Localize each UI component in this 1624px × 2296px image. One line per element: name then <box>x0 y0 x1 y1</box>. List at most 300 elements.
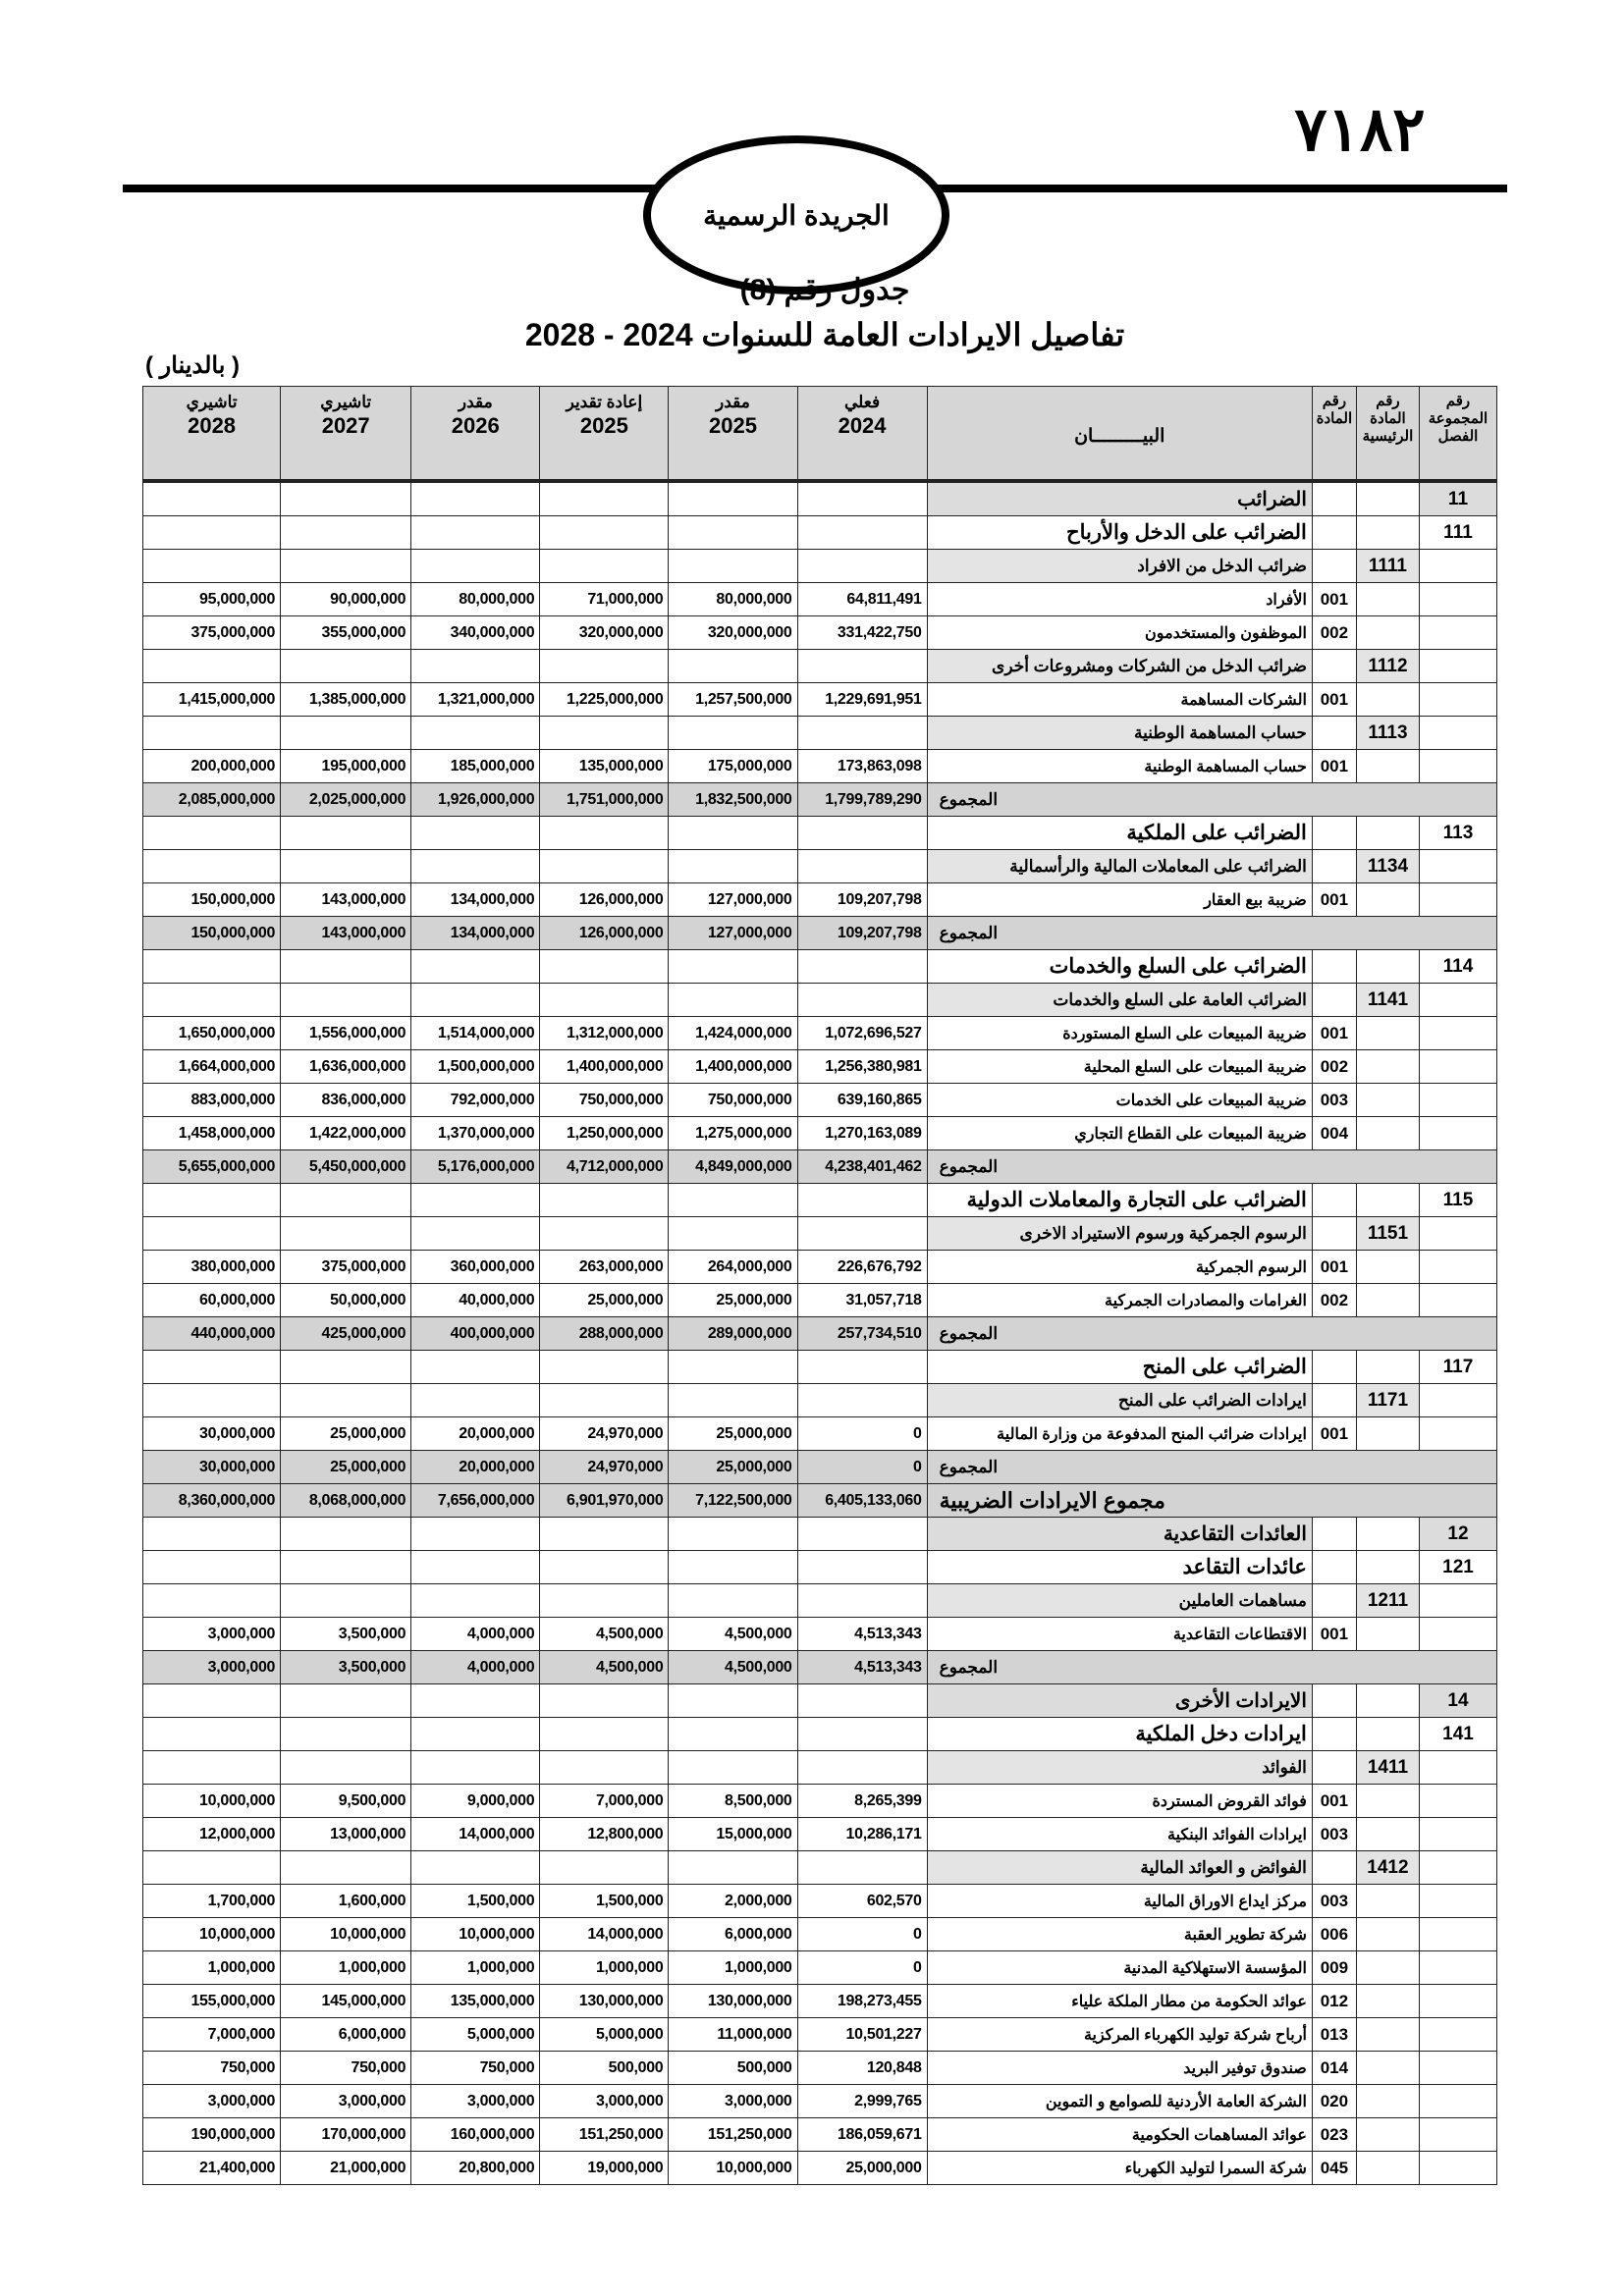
amount-cell <box>540 817 669 850</box>
item-code <box>1312 817 1356 850</box>
item-code <box>1312 550 1356 583</box>
amount-cell <box>281 1718 411 1751</box>
group-code <box>1419 1985 1496 2018</box>
group-code: 11 <box>1419 481 1496 516</box>
table-row <box>143 1618 1497 1651</box>
amount-cell: 64,811,491 <box>797 583 927 616</box>
item-code <box>1312 1851 1356 1885</box>
group-code <box>1419 550 1496 583</box>
amount-cell <box>797 1351 927 1384</box>
amount-cell: 4,500,000 <box>540 1651 669 1684</box>
group-code <box>1419 1384 1496 1417</box>
description: ايرادات الفوائد البنكية <box>927 1818 1312 1851</box>
main-item-code: 1151 <box>1356 1217 1419 1251</box>
amount-cell: 10,501,227 <box>797 2018 927 2052</box>
amount-cell: 1,926,000,000 <box>411 783 540 817</box>
amount-cell: 135,000,000 <box>540 750 669 783</box>
main-item-code: 1411 <box>1356 1751 1419 1785</box>
col-group-line: رقم <box>1445 393 1471 409</box>
amount-cell <box>797 1184 927 1217</box>
table-body <box>143 481 1497 2185</box>
amount-cell: 6,000,000 <box>669 1918 797 1951</box>
group-code <box>1419 1217 1496 1251</box>
amount-cell <box>411 850 540 883</box>
amount-cell: 264,000,000 <box>669 1251 797 1284</box>
amount-cell: 1,312,000,000 <box>540 1017 669 1050</box>
description: الموظفون والمستخدمون <box>927 616 1312 650</box>
amount-cell: 160,000,000 <box>411 2118 540 2152</box>
amount-cell <box>143 717 281 750</box>
amount-cell <box>143 1851 281 1885</box>
amount-cell: 1,257,500,000 <box>669 683 797 717</box>
item-code <box>1312 481 1356 516</box>
amount-cell: 500,000 <box>540 2052 669 2085</box>
amount-cell <box>281 717 411 750</box>
table-row <box>143 1251 1497 1284</box>
amount-cell: 360,000,000 <box>411 1251 540 1284</box>
amount-cell: 186,059,671 <box>797 2118 927 2152</box>
amount-cell <box>797 1851 927 1885</box>
main-item-code <box>1356 1184 1419 1217</box>
amount-cell <box>281 650 411 683</box>
group-code <box>1419 1417 1496 1451</box>
main-item-code <box>1356 1684 1419 1718</box>
amount-cell: 143,000,000 <box>281 883 411 917</box>
amount-cell: 130,000,000 <box>669 1985 797 2018</box>
main-item-code: 1112 <box>1356 650 1419 683</box>
description: المؤسسة الاستهلاكية المدنية <box>927 1951 1312 1985</box>
main-item-code <box>1356 1785 1419 1818</box>
amount-cell: 134,000,000 <box>411 883 540 917</box>
amount-cell: 1,700,000 <box>143 1885 281 1918</box>
description: الضرائب على المعاملات المالية والرأسمالية <box>927 850 1312 883</box>
amount-cell <box>540 1217 669 1251</box>
amount-cell <box>797 1384 927 1417</box>
item-code: 020 <box>1312 2085 1356 2118</box>
amount-cell <box>143 1184 281 1217</box>
amount-cell <box>143 850 281 883</box>
amount-cell: 226,676,792 <box>797 1251 927 1284</box>
amount-cell: 1,600,000 <box>281 1885 411 1918</box>
amount-cell <box>411 1384 540 1417</box>
amount-cell <box>411 1351 540 1384</box>
amount-cell <box>281 1184 411 1217</box>
amount-cell: 6,000,000 <box>281 2018 411 2052</box>
amount-cell <box>669 1384 797 1417</box>
amount-cell: 750,000,000 <box>540 1084 669 1117</box>
amount-cell: 12,000,000 <box>143 1818 281 1851</box>
amount-cell: 0 <box>797 1451 927 1484</box>
amount-cell: 4,712,000,000 <box>540 1150 669 1184</box>
amount-cell <box>797 516 927 550</box>
amount-cell <box>143 1217 281 1251</box>
amount-cell: 3,000,000 <box>411 2085 540 2118</box>
description: ضرائب الدخل من الشركات ومشروعات أخرى <box>927 650 1312 683</box>
main-item-code <box>1356 683 1419 717</box>
col-caption: مقدر <box>458 393 493 411</box>
amount-cell: 155,000,000 <box>143 1985 281 2018</box>
amount-cell: 90,000,000 <box>281 583 411 616</box>
group-code: 117 <box>1419 1351 1496 1384</box>
amount-cell: 151,250,000 <box>540 2118 669 2152</box>
col-year <box>411 387 540 482</box>
amount-cell <box>540 1684 669 1718</box>
item-code <box>1312 1684 1356 1718</box>
amount-cell: 3,000,000 <box>540 2085 669 2118</box>
amount-cell <box>540 1584 669 1618</box>
description: ضريبة المبيعات على الخدمات <box>927 1084 1312 1117</box>
col-group <box>1419 387 1496 482</box>
table-row <box>143 950 1497 984</box>
amount-cell: 4,000,000 <box>411 1651 540 1684</box>
description: ضريبة المبيعات على السلع المستوردة <box>927 1017 1312 1050</box>
amount-cell: 2,999,765 <box>797 2085 927 2118</box>
amount-cell <box>143 1551 281 1584</box>
amount-cell <box>797 984 927 1017</box>
total-label: المجموع <box>927 1150 1496 1184</box>
col-year <box>540 387 669 482</box>
amount-cell <box>281 1584 411 1618</box>
amount-cell: 20,800,000 <box>411 2152 540 2185</box>
total-row <box>143 1150 1497 1184</box>
amount-cell: 10,000,000 <box>411 1918 540 1951</box>
amount-cell <box>669 1217 797 1251</box>
total-row <box>143 1484 1497 1518</box>
amount-cell: 15,000,000 <box>669 1818 797 1851</box>
amount-cell: 1,000,000 <box>411 1951 540 1985</box>
amount-cell <box>411 1551 540 1584</box>
amount-cell: 9,000,000 <box>411 1785 540 1818</box>
group-code <box>1419 1084 1496 1117</box>
table-row <box>143 2052 1497 2085</box>
item-code <box>1312 1751 1356 1785</box>
col-item-line: المادة <box>1316 410 1353 427</box>
group-code <box>1419 2018 1496 2052</box>
table-subtitle: تفاصيل الايرادات العامة للسنوات 2024 - 2028 <box>524 317 1125 352</box>
amount-cell <box>143 1684 281 1718</box>
table-row <box>143 817 1497 850</box>
item-code: 003 <box>1312 1084 1356 1117</box>
amount-cell: 639,160,865 <box>797 1084 927 1117</box>
description: أرباح شركة توليد الكهرباء المركزية <box>927 2018 1312 2052</box>
amount-cell <box>281 481 411 516</box>
amount-cell: 750,000 <box>411 2052 540 2085</box>
item-code: 003 <box>1312 1818 1356 1851</box>
amount-cell <box>411 550 540 583</box>
amount-cell: 25,000,000 <box>540 1284 669 1317</box>
amount-cell: 195,000,000 <box>281 750 411 783</box>
group-code <box>1419 2118 1496 2152</box>
description: العائدات التقاعدية <box>927 1518 1312 1551</box>
main-item-code <box>1356 2118 1419 2152</box>
amount-cell: 602,570 <box>797 1885 927 1918</box>
amount-cell <box>669 1851 797 1885</box>
amount-cell <box>281 950 411 984</box>
amount-cell: 150,000,000 <box>143 917 281 950</box>
amount-cell <box>143 1518 281 1551</box>
group-code <box>1419 1050 1496 1084</box>
group-code <box>1419 683 1496 717</box>
group-code <box>1419 1918 1496 1951</box>
amount-cell <box>143 817 281 850</box>
amount-cell: 126,000,000 <box>540 917 669 950</box>
main-item-code <box>1356 1551 1419 1584</box>
amount-cell: 25,000,000 <box>797 2152 927 2185</box>
item-code: 001 <box>1312 883 1356 917</box>
amount-cell <box>540 650 669 683</box>
main-item-code <box>1356 750 1419 783</box>
amount-cell: 30,000,000 <box>143 1417 281 1451</box>
amount-cell: 200,000,000 <box>143 750 281 783</box>
main-item-code <box>1356 950 1419 984</box>
amount-cell: 0 <box>797 1918 927 1951</box>
amount-cell <box>540 1751 669 1785</box>
item-code <box>1312 1384 1356 1417</box>
amount-cell: 134,000,000 <box>411 917 540 950</box>
amount-cell <box>411 481 540 516</box>
main-item-code <box>1356 481 1419 516</box>
amount-cell <box>797 717 927 750</box>
amount-cell <box>540 1551 669 1584</box>
amount-cell: 263,000,000 <box>540 1251 669 1284</box>
amount-cell: 13,000,000 <box>281 1818 411 1851</box>
amount-cell: 31,057,718 <box>797 1284 927 1317</box>
col-year-label: 2025 <box>579 413 628 438</box>
amount-cell: 1,500,000,000 <box>411 1050 540 1084</box>
table-row <box>143 481 1497 516</box>
group-code <box>1419 2152 1496 2185</box>
amount-cell: 127,000,000 <box>669 883 797 917</box>
amount-cell <box>797 817 927 850</box>
amount-cell <box>411 817 540 850</box>
amount-cell: 3,000,000 <box>669 2085 797 2118</box>
table-row <box>143 850 1497 883</box>
item-code <box>1312 1217 1356 1251</box>
amount-cell <box>797 850 927 883</box>
amount-cell: 750,000,000 <box>669 1084 797 1117</box>
amount-cell <box>669 1684 797 1718</box>
amount-cell: 1,664,000,000 <box>143 1050 281 1084</box>
description: صندوق توفير البريد <box>927 2052 1312 2085</box>
col-caption: مقدر <box>716 393 750 411</box>
amount-cell <box>797 1751 927 1785</box>
amount-cell: 1,275,000,000 <box>669 1117 797 1150</box>
item-code: 014 <box>1312 2052 1356 2085</box>
item-code: 023 <box>1312 2118 1356 2152</box>
table-row <box>143 1551 1497 1584</box>
table-row <box>143 1751 1497 1785</box>
amount-cell: 130,000,000 <box>540 1985 669 2018</box>
amount-cell <box>797 950 927 984</box>
item-code <box>1312 650 1356 683</box>
amount-cell <box>411 950 540 984</box>
main-item-code <box>1356 1951 1419 1985</box>
amount-cell: 288,000,000 <box>540 1317 669 1351</box>
item-code <box>1312 950 1356 984</box>
col-year-label: 2028 <box>188 413 237 438</box>
amount-cell: 1,799,789,290 <box>797 783 927 817</box>
amount-cell <box>669 1184 797 1217</box>
group-code <box>1419 1851 1496 1885</box>
amount-cell: 340,000,000 <box>411 616 540 650</box>
amount-cell: 19,000,000 <box>540 2152 669 2185</box>
amount-cell <box>669 1518 797 1551</box>
main-item-code <box>1356 1885 1419 1918</box>
description: الضرائب على السلع والخدمات <box>927 950 1312 984</box>
revenue-table <box>142 386 1497 2185</box>
amount-cell: 1,000,000 <box>669 1951 797 1985</box>
group-code: 14 <box>1419 1684 1496 1718</box>
description: شركة السمرا لتوليد الكهرباء <box>927 2152 1312 2185</box>
main-item-code <box>1356 1618 1419 1651</box>
amount-cell: 750,000 <box>281 2052 411 2085</box>
col-item <box>1312 387 1356 482</box>
amount-cell: 1,321,000,000 <box>411 683 540 717</box>
amount-cell: 5,000,000 <box>540 2018 669 2052</box>
amount-cell: 8,360,000,000 <box>143 1484 281 1518</box>
main-item-code: 1113 <box>1356 717 1419 750</box>
amount-cell: 1,270,163,089 <box>797 1117 927 1150</box>
amount-cell: 24,970,000 <box>540 1451 669 1484</box>
amount-cell: 7,122,500,000 <box>669 1484 797 1518</box>
description: الرسوم الجمركية ورسوم الاستيراد الاخرى <box>927 1217 1312 1251</box>
amount-cell <box>797 550 927 583</box>
col-caption: تاشيري <box>320 393 372 411</box>
group-code <box>1419 583 1496 616</box>
amount-cell <box>143 950 281 984</box>
item-code: 003 <box>1312 1885 1356 1918</box>
table-row <box>143 1017 1497 1050</box>
amount-cell: 12,800,000 <box>540 1818 669 1851</box>
amount-cell: 1,250,000,000 <box>540 1117 669 1150</box>
group-code <box>1419 1618 1496 1651</box>
amount-cell <box>797 481 927 516</box>
description: الاقتطاعات التقاعدية <box>927 1618 1312 1651</box>
amount-cell <box>540 950 669 984</box>
main-item-code <box>1356 1117 1419 1150</box>
amount-cell <box>540 717 669 750</box>
main-item-code <box>1356 1918 1419 1951</box>
amount-cell: 145,000,000 <box>281 1985 411 2018</box>
group-code: 141 <box>1419 1718 1496 1751</box>
main-item-code <box>1356 817 1419 850</box>
amount-cell: 1,000,000 <box>143 1951 281 1985</box>
amount-cell <box>669 650 797 683</box>
col-year-label: 2026 <box>451 413 500 438</box>
main-item-code <box>1356 2018 1419 2052</box>
group-code <box>1419 1017 1496 1050</box>
item-code <box>1312 717 1356 750</box>
table-header-row <box>143 387 1497 482</box>
col-group-line: المجموعة <box>1428 410 1489 427</box>
col-year <box>669 387 797 482</box>
amount-cell <box>540 1184 669 1217</box>
amount-cell: 60,000,000 <box>143 1284 281 1317</box>
group-code <box>1419 717 1496 750</box>
group-code <box>1419 984 1496 1017</box>
item-code <box>1312 1351 1356 1384</box>
col-year <box>797 387 927 482</box>
amount-cell: 150,000,000 <box>143 883 281 917</box>
col-main-line: رقم <box>1376 393 1400 409</box>
amount-cell <box>411 1684 540 1718</box>
amount-cell: 40,000,000 <box>411 1284 540 1317</box>
amount-cell <box>281 850 411 883</box>
main-item-code <box>1356 1985 1419 2018</box>
amount-cell: 14,000,000 <box>411 1818 540 1851</box>
description: ضرائب الدخل من الافراد <box>927 550 1312 583</box>
amount-cell: 1,636,000,000 <box>281 1050 411 1084</box>
table-row <box>143 1885 1497 1918</box>
description: ضريبة المبيعات على القطاع التجاري <box>927 1117 1312 1150</box>
total-row <box>143 1317 1497 1351</box>
amount-cell: 7,656,000,000 <box>411 1484 540 1518</box>
amount-cell: 1,650,000,000 <box>143 1017 281 1050</box>
amount-cell <box>281 1518 411 1551</box>
main-item-code <box>1356 1284 1419 1317</box>
amount-cell: 10,000,000 <box>143 1918 281 1951</box>
table-row <box>143 717 1497 750</box>
total-row <box>143 1451 1497 1484</box>
amount-cell <box>281 1551 411 1584</box>
amount-cell: 1,385,000,000 <box>281 683 411 717</box>
amount-cell <box>143 1751 281 1785</box>
main-item-code <box>1356 1518 1419 1551</box>
amount-cell: 25,000,000 <box>669 1451 797 1484</box>
amount-cell: 6,405,133,060 <box>797 1484 927 1518</box>
amount-cell: 5,176,000,000 <box>411 1150 540 1184</box>
description: الشركة العامة الأردنية للصوامع و التموين <box>927 2085 1312 2118</box>
amount-cell: 375,000,000 <box>143 616 281 650</box>
description: مساهمات العاملين <box>927 1584 1312 1618</box>
group-code <box>1419 1584 1496 1618</box>
description: فوائد القروض المستردة <box>927 1785 1312 1818</box>
table-title: جدول رقم (8) <box>739 274 910 306</box>
amount-cell: 289,000,000 <box>669 1317 797 1351</box>
item-code <box>1312 1718 1356 1751</box>
amount-cell: 143,000,000 <box>281 917 411 950</box>
item-code: 004 <box>1312 1117 1356 1150</box>
item-code <box>1312 1584 1356 1618</box>
amount-cell <box>411 717 540 750</box>
description: مركز ايداع الاوراق المالية <box>927 1885 1312 1918</box>
amount-cell: 500,000 <box>669 2052 797 2085</box>
main-item-code <box>1356 616 1419 650</box>
amount-cell: 4,500,000 <box>540 1618 669 1651</box>
amount-cell: 355,000,000 <box>281 616 411 650</box>
amount-cell: 25,000,000 <box>669 1417 797 1451</box>
item-code: 001 <box>1312 750 1356 783</box>
amount-cell <box>797 1551 927 1584</box>
total-row <box>143 783 1497 817</box>
amount-cell <box>143 550 281 583</box>
group-code <box>1419 650 1496 683</box>
amount-cell: 173,863,098 <box>797 750 927 783</box>
group-code <box>1419 1885 1496 1918</box>
amount-cell: 320,000,000 <box>540 616 669 650</box>
description: الفوائد <box>927 1751 1312 1785</box>
col-item-line: رقم <box>1322 393 1347 409</box>
amount-cell <box>143 516 281 550</box>
amount-cell: 6,901,970,000 <box>540 1484 669 1518</box>
main-item-code <box>1356 2085 1419 2118</box>
amount-cell: 1,229,691,951 <box>797 683 927 717</box>
amount-cell <box>411 1718 540 1751</box>
amount-cell <box>669 550 797 583</box>
col-main-line: المادة <box>1370 410 1406 427</box>
amount-cell: 4,500,000 <box>669 1618 797 1651</box>
amount-cell <box>411 1518 540 1551</box>
